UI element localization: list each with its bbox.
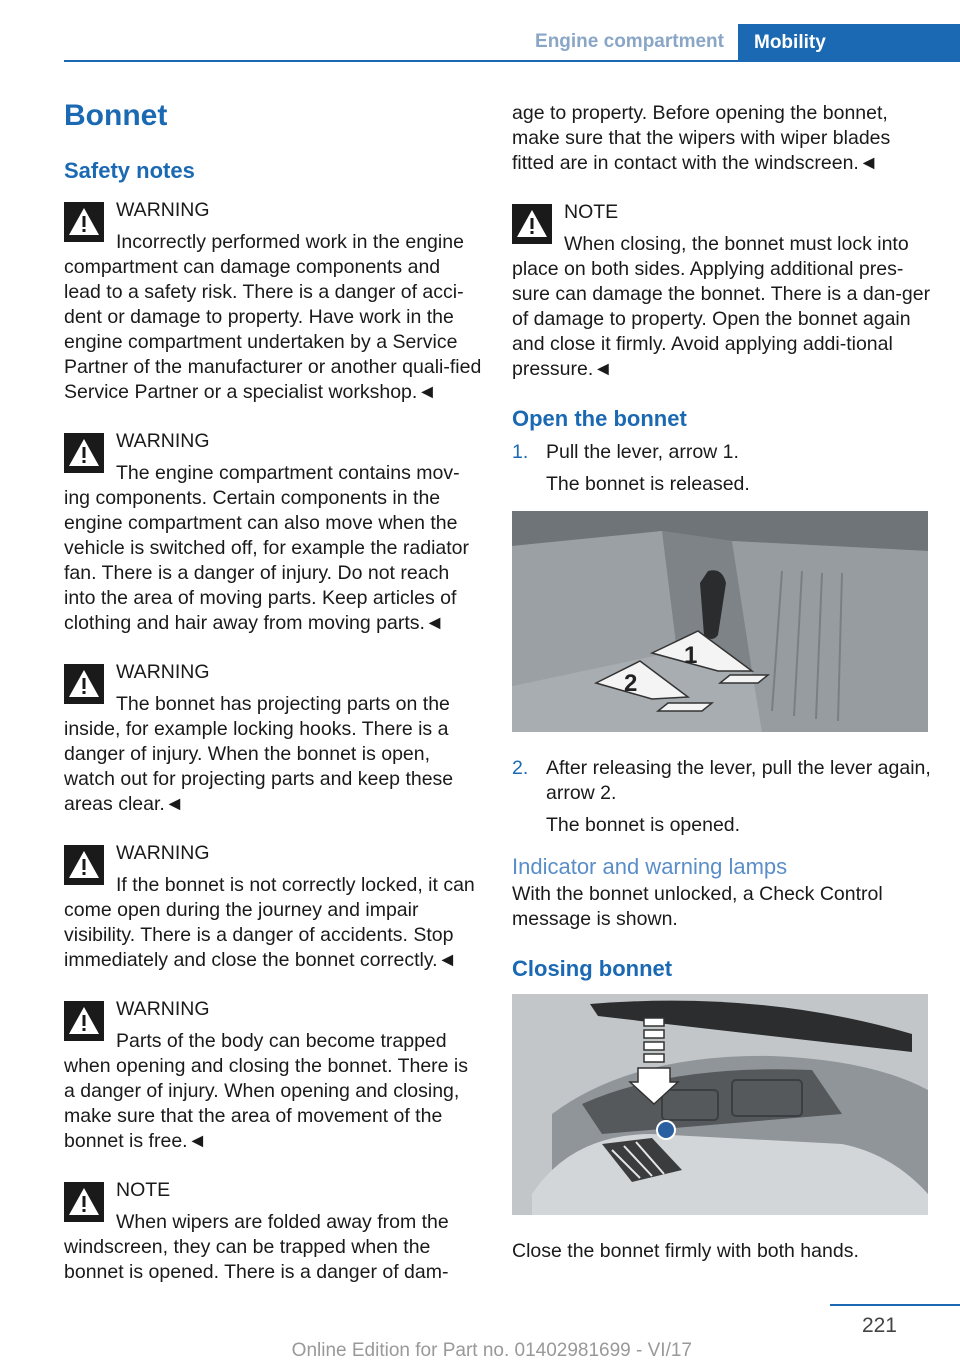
arrow-label-2: 2 <box>624 670 638 697</box>
warning-notice <box>64 995 482 1154</box>
note-notice <box>64 1176 482 1285</box>
step-text: After releasing the lever, pull the lever again, arrow 2. <box>546 757 931 804</box>
notice-kind-label: WARNING <box>116 199 210 221</box>
right-column <box>512 101 932 1264</box>
bonnet-lever-illustration <box>512 511 928 732</box>
notice-text: When closing, the bonnet must lock into place on both sides. Applying additional pres-sure can damage the bonnet. There is a dan-ger of damage to property. Open the bonnet again and close it firmly. Avoid applying addi-tional pressure.◄ <box>512 233 931 380</box>
notice-kind-label: WARNING <box>116 661 210 683</box>
page-footer <box>0 1304 960 1362</box>
notice-kind-label: WARNING <box>116 842 210 864</box>
notice-text: Parts of the body can become trapped when opening and closing the bonnet. There is a danger of injury. When opening and closing, make sure that the area of movement of the bonnet is free.◄ <box>64 1030 469 1152</box>
warning-notice <box>64 427 482 636</box>
note-notice <box>512 198 932 382</box>
notice-kind-label: WARNING <box>116 998 210 1020</box>
closing-instruction: Close the bonnet firmly with both hands. <box>512 1240 859 1262</box>
bonnet-lever-photo <box>512 511 928 732</box>
footer-rule <box>830 1304 960 1306</box>
notice-kind-label: NOTE <box>116 1179 171 1201</box>
step-result-text: The bonnet is released. <box>546 473 750 495</box>
step-number: 1. <box>512 441 529 463</box>
warning-triangle-icon <box>64 202 104 242</box>
left-column <box>64 96 482 1307</box>
notice-text: If the bonnet is not correctly locked, it can come open during the journey and impair visibility. There is a danger of accidents. Stop immediately and close the bonnet correctly.◄ <box>64 874 475 971</box>
section-heading-indicator: Indicator and warning lamps <box>512 854 788 879</box>
warning-triangle-icon <box>64 845 104 885</box>
page-title: Bonnet <box>64 99 168 132</box>
step-result-text: The bonnet is opened. <box>546 814 741 836</box>
notice-kind-label: NOTE <box>564 201 619 223</box>
warning-triangle-icon <box>512 204 552 244</box>
step-number: 2. <box>512 757 529 779</box>
warning-triangle-icon <box>64 433 104 473</box>
section-heading-safety-notes: Safety notes <box>64 158 195 183</box>
step-item <box>512 756 932 838</box>
page-number: 221 <box>861 1314 897 1337</box>
warning-triangle-icon <box>64 1001 104 1041</box>
header-chapter-tab: Mobility <box>738 24 960 62</box>
header-rule <box>64 60 738 62</box>
warning-triangle-icon <box>64 664 104 704</box>
step-item <box>512 440 932 497</box>
section-heading-closing-bonnet: Closing bonnet <box>512 956 673 981</box>
closing-bonnet-illustration <box>512 994 928 1215</box>
notice-text: The engine compartment contains mov-ing components. Certain components in the engine compartment can also move when the vehicle is switched off, for example the radiator fan. There is a danger of injury. Do not reach into the area of moving parts. Keep articles of clothing and hair away from moving parts.◄ <box>64 462 470 634</box>
notice-kind-label: WARNING <box>116 430 210 452</box>
indicator-text: With the bonnet unlocked, a Check Control message is shown. <box>512 883 883 930</box>
continued-text: age to property. Before opening the bonnet, make sure that the wipers with wiper blades fitted are in contact with the windscreen.◄ <box>512 102 891 174</box>
step-text: Pull the lever, arrow 1. <box>546 441 739 463</box>
edition-note: Online Edition for Part no. 01402981699 - VI/17 <box>291 1340 692 1361</box>
warning-triangle-icon <box>64 1182 104 1222</box>
notice-text: The bonnet has projecting parts on the inside, for example locking hooks. There is a danger of injury. When the bonnet is open, watch out for projecting parts and keep these areas clear.◄ <box>64 693 454 815</box>
section-heading-open-bonnet: Open the bonnet <box>512 406 687 431</box>
closing-bonnet-photo <box>512 994 928 1215</box>
page-header <box>64 24 960 62</box>
warning-notice <box>64 658 482 817</box>
arrow-label-1: 1 <box>684 642 698 669</box>
warning-notice <box>64 839 482 973</box>
header-section-title: Engine compartment <box>535 31 724 52</box>
warning-notice <box>64 196 482 405</box>
notice-text: When wipers are folded away from the windscreen, they can be trapped when the bonnet is opened. There is a danger of dam- <box>64 1211 449 1283</box>
notice-text: Incorrectly performed work in the engine compartment can damage components and lead to a safety risk. There is a danger of acci-dent or damage to property. Have work in the engine compartment undertaken by a Service Partner of the manufacturer or another quali-fied Service Partner or a specialist workshop.◄ <box>64 231 482 403</box>
